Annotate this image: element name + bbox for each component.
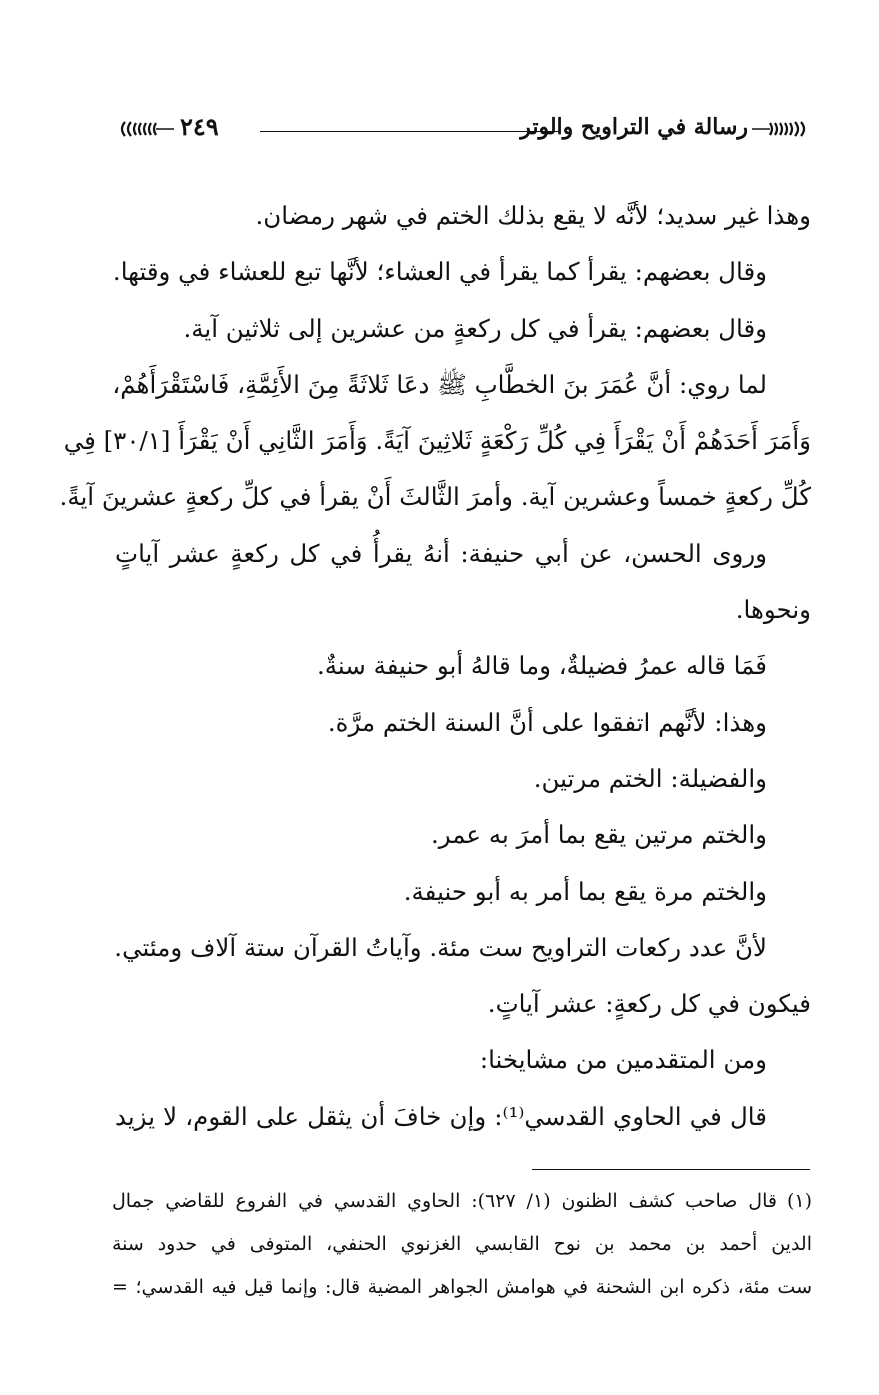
body-line: وقال بعضهم: يقرأ كما يقرأ في العشاء؛ لأنَّها تبع للعشاء في وقتها. [112,257,767,287]
header-ornament-left-icon [118,121,174,137]
body-line: فيكون في كل ركعةٍ: عشر آياتٍ. [487,989,811,1019]
footnote-line [112,1180,812,1223]
page-number: ٢٤٩ [180,112,219,141]
body-line: وَأَمَرَ أَحَدَهُمْ أَنْ يَقْرَأَ فِي كُلِّ رَكْعَةٍ ثَلاثِينَ آيَةً. وَأَمَرَ الثَّانِي أَنْ يَقْرَأَ [٣٠/١] فِي [63,426,811,456]
footnote-line: ست مئة، ذكره ابن الشحنة في هوامش الجواهر المضية قال: وإنما قيل فيه القدسي؛ = [112,1276,812,1298]
footnote-rule [532,1169,810,1170]
running-title: رسالة في التراويح والوتر [520,114,748,140]
body-line: وروى الحسن، عن أبي حنيفة: أنهُ يقرأُ في كل ركعةٍ عشر آياتٍ [115,538,767,568]
body-line: وهذا: لأنَّهم اتفقوا على أنَّ السنة الختم مرَّة. [327,707,767,737]
body-line: ونحوها. [735,595,811,625]
header-ornament-right-icon [752,121,808,137]
body-line: والفضيلة: الختم مرتين. [533,763,767,793]
body-line: لما روي: أنَّ عُمَرَ بنَ الخطَّابِ ﷺ دعَا ثَلاثَةً مِنَ الأَئِمَّةِ، فَاسْتَقْرَأَهُمْ، [112,369,767,399]
body-line: قال في الحاوي القدسي⁽¹⁾: وإن خافَ أن يثقل على القوم، لا يزيد [115,1101,767,1131]
footnotes [112,1180,812,1309]
body-line: وقال بعضهم: يقرأ في كل ركعةٍ من عشرين إلى ثلاثين آية. [183,313,767,343]
body-line: والختم مرة يقع بما أمر به أبو حنيفة. [403,876,767,906]
body-line: والختم مرتين يقع بما أمرَ به عمر. [430,820,767,850]
footnote-marker: (١) [786,1190,813,1212]
body-line: وهذا غير سديد؛ لأنَّه لا يقع بذلك الختم في شهر رمضان. [255,201,811,230]
body-line: لأنَّ عدد ركعات التراويح ست مئة. وآياتُ القرآن ستة آلاف ومئتي. [114,932,767,962]
body-text [59,188,811,1145]
body-line: فَمَا قاله عمرُ فضيلةٌ، وما قالهُ أبو حنيفة سنةٌ. [316,651,767,681]
header-rule [260,131,560,132]
footnote-line: الدين أحمد بن محمد بن نوح القابسي الغزنوي الحنفي، المتوفى في حدود سنة [112,1233,812,1255]
footnote-text: قال صاحب كشف الظنون (١/ ٦٢٧): الحاوي القدسي في الفروع للقاضي جمال [112,1190,777,1212]
body-line: كُلِّ ركعةٍ خمساً وعشرين آية. وأمرَ الثَّالثَ أَنْ يقرأ في كلِّ ركعةٍ عشرينَ آيةً. [59,482,811,512]
body-line: ومن المتقدمين من مشايخنا: [479,1045,767,1075]
running-header [118,112,808,148]
